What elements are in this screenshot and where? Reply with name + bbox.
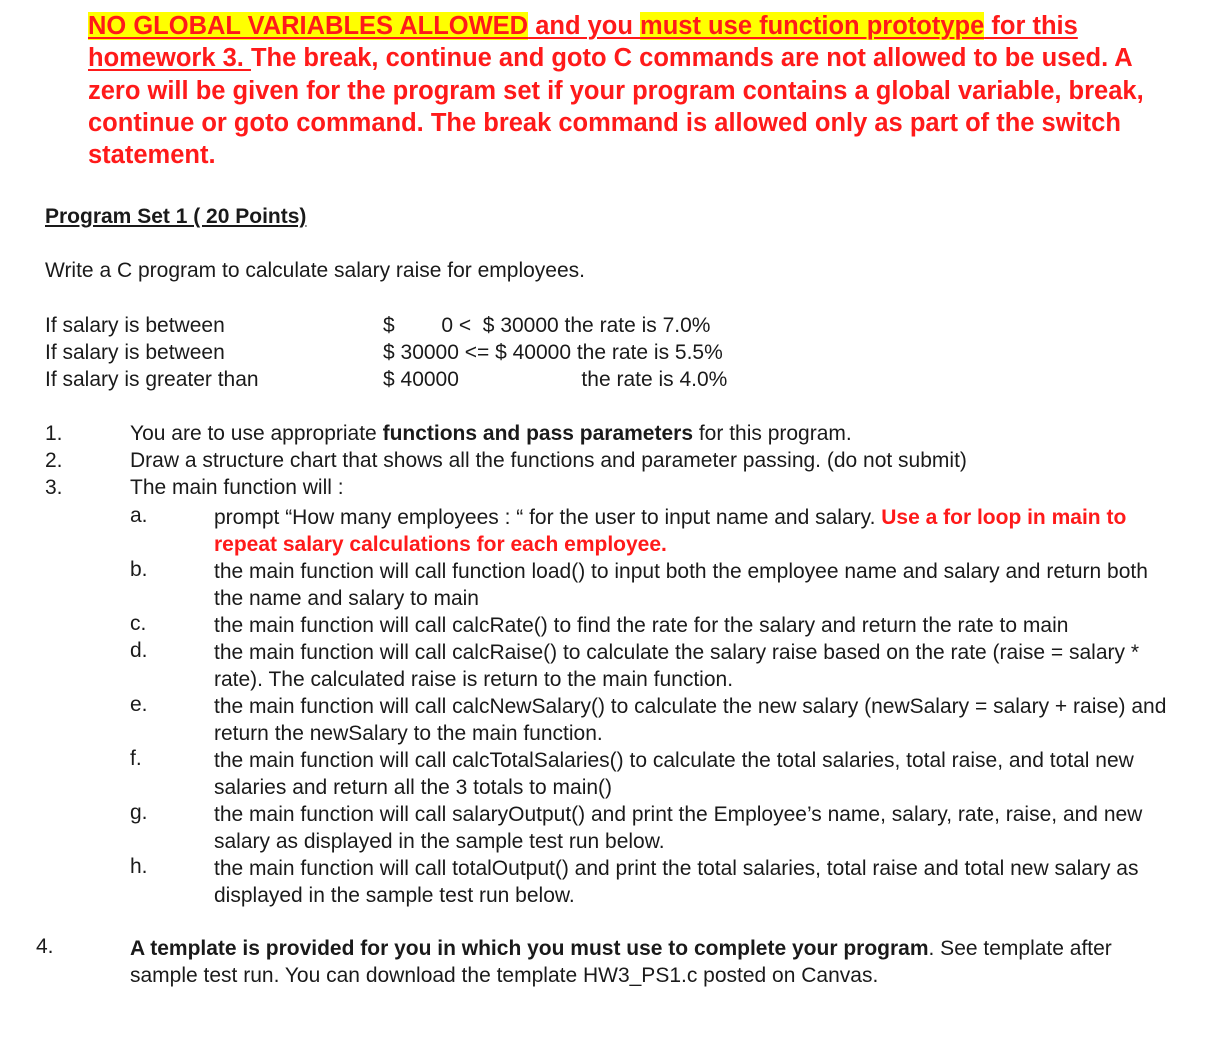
subitem-h: the main function will call totalOutput() and print the total salaries, total raise and total new salary as displayed in the sample test run below. bbox=[214, 857, 1139, 907]
subitem-f: the main function will call calcTotalSalaries() to calculate the total salaries, total raise, and total new salaries and return all the 3 totals to main() bbox=[214, 749, 1134, 799]
subitem-b: the main function will call function load() to input both the employee name and salary and return both the name and salary to main bbox=[214, 560, 1148, 610]
rate-range-2: $ 30000 <= $ 40000 the rate is 5.5% bbox=[383, 341, 723, 364]
item-number-3: 3. bbox=[45, 476, 63, 499]
warning-no-globals: NO GLOBAL VARIABLES ALLOWED bbox=[88, 12, 529, 40]
warning-prototype: must use function prototype bbox=[640, 12, 985, 40]
subitem-letter-a: a. bbox=[130, 504, 148, 527]
program-set-heading: Program Set 1 ( 20 Points) bbox=[45, 205, 307, 228]
rate-label-2: If salary is between bbox=[45, 341, 225, 364]
subitem-c: the main function will call calcRate() to find the rate for the salary and return the rate to main bbox=[214, 614, 1069, 637]
rate-label-1: If salary is between bbox=[45, 314, 225, 337]
rate-label-3: If salary is greater than bbox=[45, 368, 259, 391]
list-item-3: The main function will : bbox=[130, 476, 344, 499]
warning-and-you: and you bbox=[528, 12, 641, 40]
subitem-letter-e: e. bbox=[130, 693, 148, 716]
subitem-a-text: prompt “How many employees : “ for the user to input name and salary. bbox=[214, 506, 882, 529]
rate-range-3: $ 40000 the rate is 4.0% bbox=[383, 368, 728, 391]
subitem-e: the main function will call calcNewSalary() to calculate the new salary (newSalary = salary + raise) and return the newSalary to the main function. bbox=[214, 695, 1167, 745]
warning-homework: for this homework 3. bbox=[88, 12, 1078, 73]
item-4-bold: A template is provided for you in which you must use to complete your program bbox=[130, 937, 929, 960]
list-item-1 bbox=[130, 422, 852, 446]
subitem-letter-h: h. bbox=[130, 855, 148, 878]
item-number-2: 2. bbox=[45, 449, 63, 472]
subitem-letter-g: g. bbox=[130, 801, 148, 824]
subitem-g: the main function will call salaryOutput() and print the Employee’s name, salary, rate, raise, and new salary as displayed in the sample test run below. bbox=[214, 803, 1143, 853]
item-number-4: 4. bbox=[36, 935, 54, 958]
subitem-letter-b: b. bbox=[130, 558, 148, 581]
item-1-bold: functions and pass parameters bbox=[382, 422, 694, 445]
intro-text: Write a C program to calculate salary raise for employees. bbox=[45, 259, 585, 282]
subitem-letter-d: d. bbox=[130, 639, 148, 662]
subitem-d: the main function will call calcRaise() to calculate the salary raise based on the rate (raise = salary * rate). The calculated raise is return to the main function. bbox=[214, 641, 1140, 691]
item-1-text-end: for this program. bbox=[693, 422, 852, 445]
subitem-a bbox=[214, 504, 1174, 558]
subitem-a-red: Use a for loop in main to repeat salary calculations for each employee. bbox=[214, 506, 1127, 556]
rate-range-1: $ 0 < $ 30000 the rate is 7.0% bbox=[383, 314, 711, 337]
item-1-text: You are to use appropriate bbox=[130, 422, 383, 445]
subitem-letter-f: f. bbox=[130, 747, 142, 770]
list-item-2: Draw a structure chart that shows all the functions and parameter passing. (do not submit) bbox=[130, 449, 967, 472]
subitem-letter-c: c. bbox=[130, 612, 147, 635]
warning-rules: The break, continue and goto C commands are not allowed to be used. A zero will be given for the program set if your program contains a global variable, break, continue or goto command. The break command is allowed only as part of the switch statement. bbox=[88, 44, 1144, 170]
item-4-text: . See template after sample test run. You can download the template HW3_PS1.c posted on Canvas. bbox=[130, 937, 1112, 987]
list-item-4 bbox=[130, 935, 1130, 989]
item-number-1: 1. bbox=[45, 422, 63, 445]
warning-notice bbox=[88, 10, 1168, 171]
